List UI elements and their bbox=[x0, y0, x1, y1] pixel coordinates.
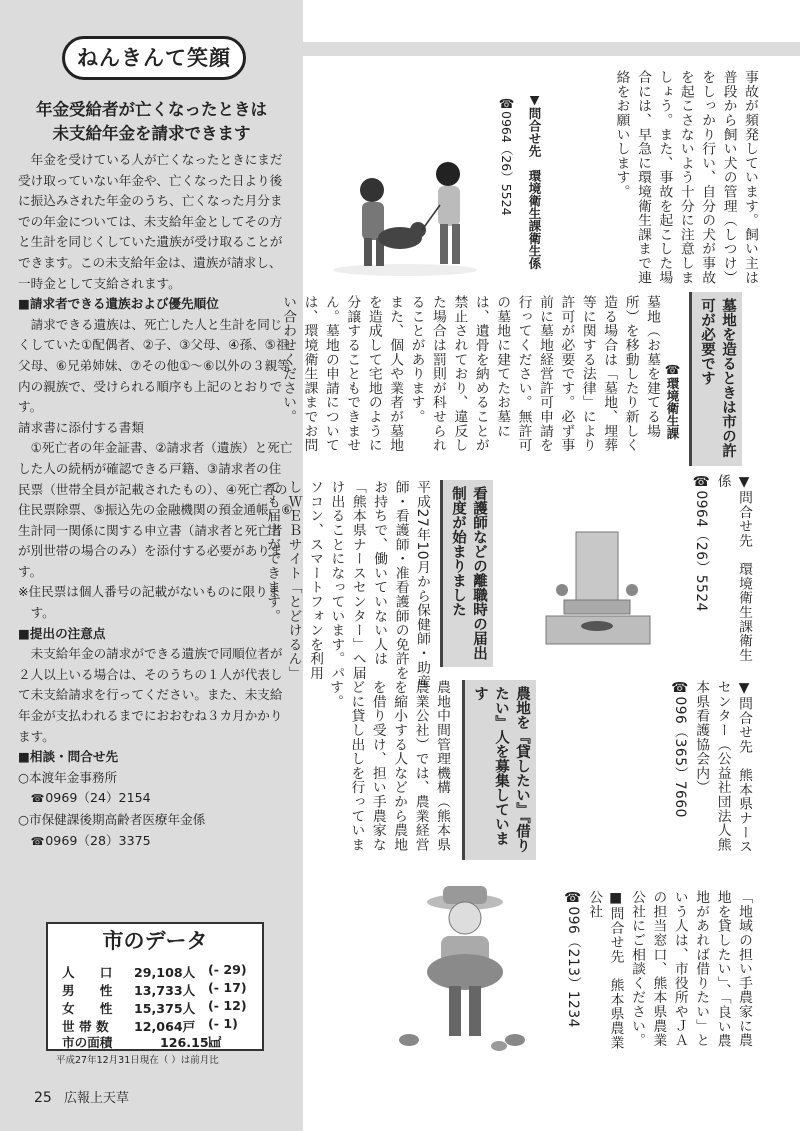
data-diff: (- 12) bbox=[208, 998, 247, 1013]
data-diff: (- 1) bbox=[208, 1016, 238, 1031]
grave-tel: ☎0964（26）5524 bbox=[693, 474, 710, 612]
data-diff: (- 17) bbox=[208, 980, 247, 995]
data-row-female bbox=[62, 998, 254, 1015]
grave-heading: 墓地を造るときは市の許可が必要です bbox=[689, 292, 742, 466]
city-data-box bbox=[46, 922, 264, 1051]
data-label: 市の面積 bbox=[62, 1035, 113, 1050]
data-label: 男 性 bbox=[62, 983, 113, 998]
dog-article-text: 事故が頻発しています。飼い主は普段から飼い犬の管理（しつけ）をしっかり行い、自分の犬が事故を起こさないよう十分に注意しましょう。また、事故を起こした場合には、早急に環境衛生課まで連絡をお願いします。 bbox=[613, 70, 758, 285]
headline-line1: 年金受給者が亡くなったときは bbox=[36, 100, 267, 119]
nurse-text-left: 平成27年10月から保健師・助産師・看護師・准看護師の免許をお持ちで、働いていない人は「熊本県ナースセンター」へ届け出ることになっています。パソコン、スマートフォンを利用しＷＥＢサイト「とどけるん」でも届出ができます。 bbox=[264, 480, 430, 689]
data-value: 13,733人 bbox=[134, 983, 196, 998]
resident-note: ※住民票は個人番号の記載がないものに限ります。 bbox=[18, 584, 281, 621]
footer bbox=[34, 1087, 129, 1106]
contact-tel-1: ☎ 0969（24）2154 bbox=[18, 788, 293, 810]
farm-text-right bbox=[560, 890, 754, 1050]
farm-text: 農地中間管理機構（熊本県農業公社）では、農業経営を縮小する人などから農地を借り受け、担い手農家などに貸し出しを行っています。 bbox=[326, 680, 450, 852]
farm-contact: ■問合せ先 熊本県農業公社 bbox=[586, 890, 624, 1050]
data-row-area bbox=[62, 1032, 254, 1049]
intro-paragraph: 年金を受けている人が亡くなったときにまだ受け取っていない年金や、亡くなった日より後に振込みされた年金のうち、亡くなった月分までの年金については、未支給年金としてその方と生計を同じくしていた遺族が受け取ることができます。この未支給年金は、遺族が請求し、一時金として支給されます。 bbox=[18, 152, 283, 291]
dog-contact: ▼問合せ先 環境衛生課衛生係 bbox=[527, 92, 542, 270]
docs-heading: 請求書に添付する書類 bbox=[18, 419, 144, 435]
headline-line2: 未支給年金を請求できます bbox=[52, 124, 251, 143]
contact-tel-2: ☎ 0969（28）3375 bbox=[18, 831, 293, 853]
data-value: 12,064戸 bbox=[134, 1019, 196, 1034]
data-label: 世 帯 数 bbox=[62, 1019, 109, 1034]
contact-office-1: ○本渡年金事務所 bbox=[18, 769, 118, 785]
grave-article-text bbox=[280, 295, 662, 455]
farm-heading: 農地を『貸したい』『借りたい』人を募集しています bbox=[462, 680, 536, 860]
publication-name: 広報上天草 bbox=[63, 1091, 129, 1106]
data-label: 人 口 bbox=[62, 965, 113, 980]
nurse-contact: ▼問合せ先 熊本県ナースセンター（公益社団法人熊本県看護協会内） bbox=[693, 680, 752, 854]
grave-text-1: 墓地（お墓を建てる場所）を移動したり新しく造る場合は「墓地、埋葬等に関する法律」により許可が必要です。必ず事前に墓地経営許可申請を行ってください。無許可の墓地に建てたお墓には、遺骨を納めることが禁止されており、違反した場合は罰則が科せられることがあります。 bbox=[408, 295, 660, 453]
data-row-households bbox=[62, 1016, 254, 1033]
grave-dept: ☎環境衛生課 bbox=[665, 362, 680, 440]
dog-bite-illustration bbox=[330, 150, 480, 278]
farm-text-2: 「地域の担い手農家に農地を貸したい」、「良い農地があれば借りたい」という人は、市役所やＪＡの担当窓口、熊本県農業公社にご相談ください。 bbox=[628, 890, 752, 1048]
data-value: 29,108人 bbox=[134, 965, 196, 980]
section-heading-eligible: ■請求者できる遺族および優先順位 bbox=[18, 296, 219, 312]
contact-office-2: ○市保健課後期高齢者医療年金係 bbox=[18, 812, 206, 827]
grave-contact: ▼問合せ先 環境衛生課衛生係 bbox=[714, 474, 752, 663]
eligible-paragraph: 請求できる遺族は、死亡した人と生計を同じくしていた①配偶者、②子、③父母、④孫、⑤祖父母、⑥兄弟姉妹、⑦その他①～⑥以外の３親等内の親族で、受けられる順序も上記のとおりです。 bbox=[18, 316, 290, 415]
grave-text-2: また、個人や業者が墓地を造成して宅地のように分譲することもできません。墓地の申請については、環境衛生課までお問い合わせください。 bbox=[280, 295, 404, 453]
city-data-note: 平成27年12月31日現在（ ）は前月比 bbox=[56, 1055, 219, 1066]
data-label: 女 性 bbox=[62, 1001, 113, 1016]
data-row-population bbox=[62, 962, 254, 979]
data-value: 15,375人 bbox=[134, 1001, 196, 1016]
docs-paragraph: ①死亡者の年金証書、②請求者（遺族）と死亡した人の続柄が確認できる戸籍、③請求者の住民票（世帯全員が記載されたもの）、④死亡者の住民票除票、⑤振込先の金融機関の預金通帳、⑥生計同一関係に関する申立書（請求者と死亡者が別世帯の場合のみ）を添付する必要があります。 bbox=[18, 440, 293, 579]
notes-paragraph: 未支給年金の請求ができる遺族で同順位者が２人以上いる場合は、そのうちの１人が代表して未支給請求を行ってください。また、未支給年金が支払われるまでにおおむね３カ月かかります。 bbox=[18, 646, 283, 744]
section-heading-notes: ■提出の注意点 bbox=[18, 625, 106, 641]
section-heading-contact: ■相談・問合せ先 bbox=[18, 749, 119, 765]
city-data-title: 市のデータ bbox=[102, 929, 208, 953]
data-value: 126.15㎢ bbox=[160, 1035, 222, 1050]
nurse-tel: ☎096（365）7660 bbox=[671, 680, 688, 818]
left-body bbox=[18, 150, 293, 852]
data-row-male bbox=[62, 980, 254, 997]
nenkin-logo: ねんきんて笑顔 bbox=[62, 36, 246, 80]
gravestone-illustration bbox=[540, 520, 656, 652]
nurse-contact-block bbox=[540, 680, 754, 860]
farmer-illustration bbox=[395, 880, 535, 1060]
page-number: 25 bbox=[34, 1090, 52, 1106]
nurse-heading: 看護師などの離職時の届出制度が始まりました bbox=[440, 480, 493, 667]
data-diff: (- 29) bbox=[208, 962, 247, 977]
farm-tel: ☎096（213）1234 bbox=[564, 890, 581, 1028]
grave-contact-block bbox=[674, 474, 754, 674]
dog-tel: ☎0964（26）5524 bbox=[499, 96, 514, 216]
top-bar bbox=[303, 42, 800, 56]
left-column bbox=[0, 0, 303, 1131]
